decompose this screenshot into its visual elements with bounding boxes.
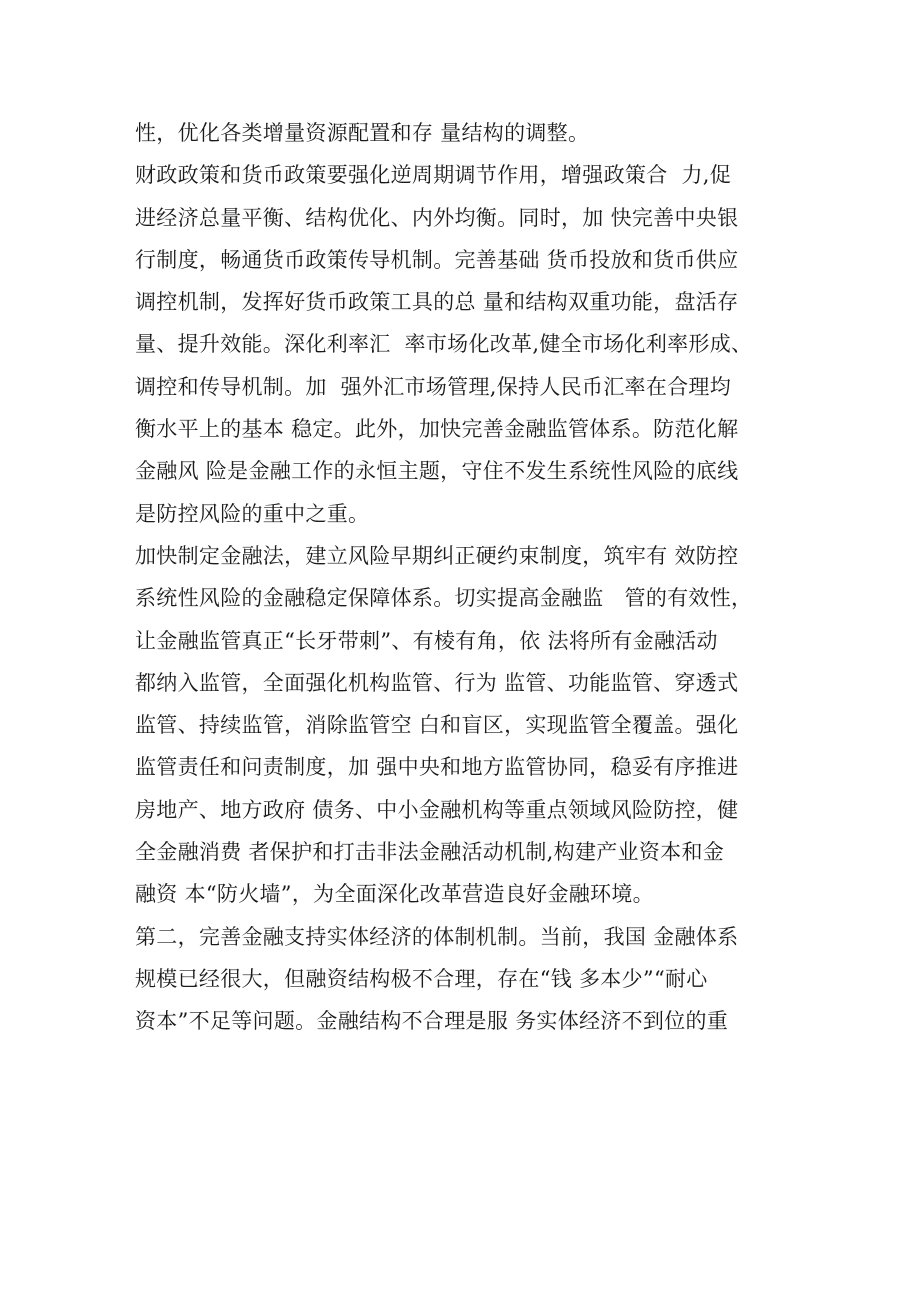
text-line: 房地产、地方政府 债务、中小金融机构等重点领域风险防控，健 [135,797,739,822]
text-line: 监管、持续监管，消除监管空 白和盲区，实现监管全覆盖。强化 [135,713,739,738]
text-line: 金融风 险是金融工作的永恒主题，守住不发生系统性风险的底线 [135,459,739,484]
text-line: 规模已经很大，但融资结构极不合理，存在“钱 多本少”“耐心 [135,966,708,991]
text-line: 调控和传导机制。加 强外汇市场管理,保持人民币汇率在合理均 [135,374,732,399]
text-line: 全金融消费 者保护和打击非法金融活动机制,构建产业资本和金 [135,840,725,865]
text-line: 监管责任和问责制度，加 强中央和地方监管协同，稳妥有序推进 [135,755,739,780]
text-line: 第二，完善金融支持实体经济的体制机制。当前，我国 金融体系 [135,924,739,949]
text-line: 是防控风险的重中之重。 [135,501,370,526]
text-line: 量、提升效能。深化利率汇 率市场化改革,健全市场化利率形成、 [135,332,753,357]
text-line: 系统性风险的金融稳定保障体系。切实提高金融监 管的有效性， [135,586,753,611]
text-line: 融资 本“防火墙”，为全面深化改革营造良好金融环境。 [135,882,654,907]
text-line: 加快制定金融法，建立风险早期纠正硬约束制度，筑牢有 效防控 [135,543,739,568]
text-line: 进经济总量平衡、结构优化、内外均衡。同时，加 快完善中央银 [135,205,739,230]
text-line: 衡水平上的基本 稳定。此外，加快完善金融监管体系。防范化解 [135,417,739,442]
text-line: 调控机制，发挥好货币政策工具的总 量和结构双重功能，盘活存 [135,290,739,315]
text-line: 行制度，畅通货币政策传导机制。完善基础 货币投放和货币供应 [135,247,739,272]
body-text [135,112,795,1043]
text-line: 财政政策和货币政策要强化逆周期调节作用，增强政策合 力,促 [135,163,732,188]
text-line: 让金融监管真正“长牙带刺”、有棱有角，依 法将所有金融活动 [135,628,718,653]
text-line: 性，优化各类增量资源配置和存 量结构的调整。 [135,121,590,145]
text-line: 都纳入监管，全面强化机构监管、行为 监管、功能监管、穿透式 [135,670,739,695]
text-line: 资本”不足等问题。金融结构不合理是服 务实体经济不到位的重 [135,1009,729,1034]
